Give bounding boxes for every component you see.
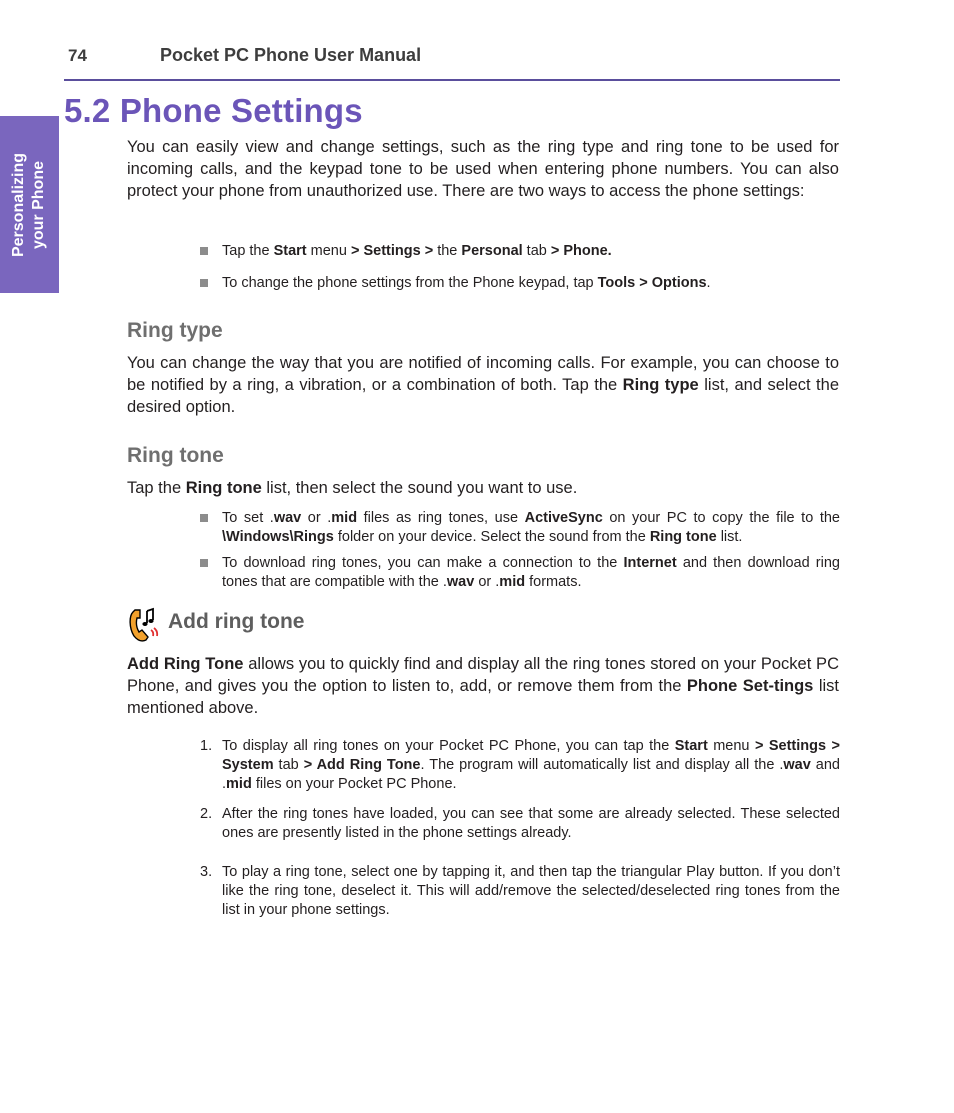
bullet-square-icon xyxy=(200,514,208,522)
add-ring-tone-steps xyxy=(200,737,840,920)
add-ring-tone-paragraph: Add Ring Tone allows you to quickly find and display all the ring tones stored on your Pocket PC Phone, and gives you the option to listen to, add, or remove them from the Phone Set-tings list mentioned above. xyxy=(127,655,840,717)
ring-tone-paragraph: Tap the Ring tone list, then select the sound you want to use. xyxy=(127,479,578,497)
list-item: 2. After the ring tones have loaded, you can see that some are already selected. These selected ones are presently listed in the phone settings already. xyxy=(200,806,840,841)
list-item: To set .wav or .mid files as ring tones, use ActiveSync on your PC to copy the file to the \Windows\Rings folder on your device. Select the sound from the Ring tone list. xyxy=(200,509,840,547)
access-bullet-list xyxy=(200,242,840,293)
add-ring-tone-heading: Add ring tone xyxy=(168,610,305,633)
header-rule xyxy=(64,79,840,81)
bullet-square-icon xyxy=(200,559,208,567)
page-number: 74 xyxy=(68,46,87,65)
ring-tone-heading: Ring tone xyxy=(127,444,224,467)
ring-type-heading: Ring type xyxy=(127,319,223,342)
section-title: 5.2 Phone Settings xyxy=(64,92,363,129)
bullet-square-icon xyxy=(200,247,208,255)
list-item: 3. To play a ring tone, select one by tapping it, and then tap the triangular Play button. If you don’t like the ring tone, deselect it. This will add/remove the selected/deselected ring tones from the list in your phone settings. xyxy=(200,864,840,918)
list-item: To download ring tones, you can make a connection to the Internet and then download ring tones that are compatible with the .wav or .mid formats. xyxy=(200,554,840,592)
list-item: Tap the Start menu > Settings > the Personal tab > Phone. xyxy=(200,242,840,261)
bullet-square-icon xyxy=(200,279,208,287)
manual-title: Pocket PC Phone User Manual xyxy=(160,45,422,65)
intro-paragraph: You can easily view and change settings, such as the ring type and ring tone to be used for incoming calls, and the keypad tone to be used when entering phone numbers. You can also protect your phone from unauthorized use. There are two ways to access the phone settings: xyxy=(127,138,839,200)
side-tab-line1: Personalizing xyxy=(10,152,28,257)
side-tab-line2: your Phone xyxy=(30,160,48,249)
phone-ring-icon xyxy=(127,606,161,643)
ring-type-paragraph: You can change the way that you are notified of incoming calls. For example, you can choose to be notified by a ring, a vibration, or a combination of both. Tap the Ring type list, and select the desired option. xyxy=(127,354,839,416)
list-item: 1. To display all ring tones on your Pocket PC Phone, you can tap the Start menu > Settings > System tab > Add Ring Tone. The program will automatically list and display all the .wav and .mid files on your Pocket PC Phone. xyxy=(200,738,840,792)
list-item: To change the phone settings from the Phone keypad, tap Tools > Options. xyxy=(200,274,840,293)
chapter-side-tab xyxy=(0,116,59,293)
ring-tone-bullet-list xyxy=(200,509,840,592)
